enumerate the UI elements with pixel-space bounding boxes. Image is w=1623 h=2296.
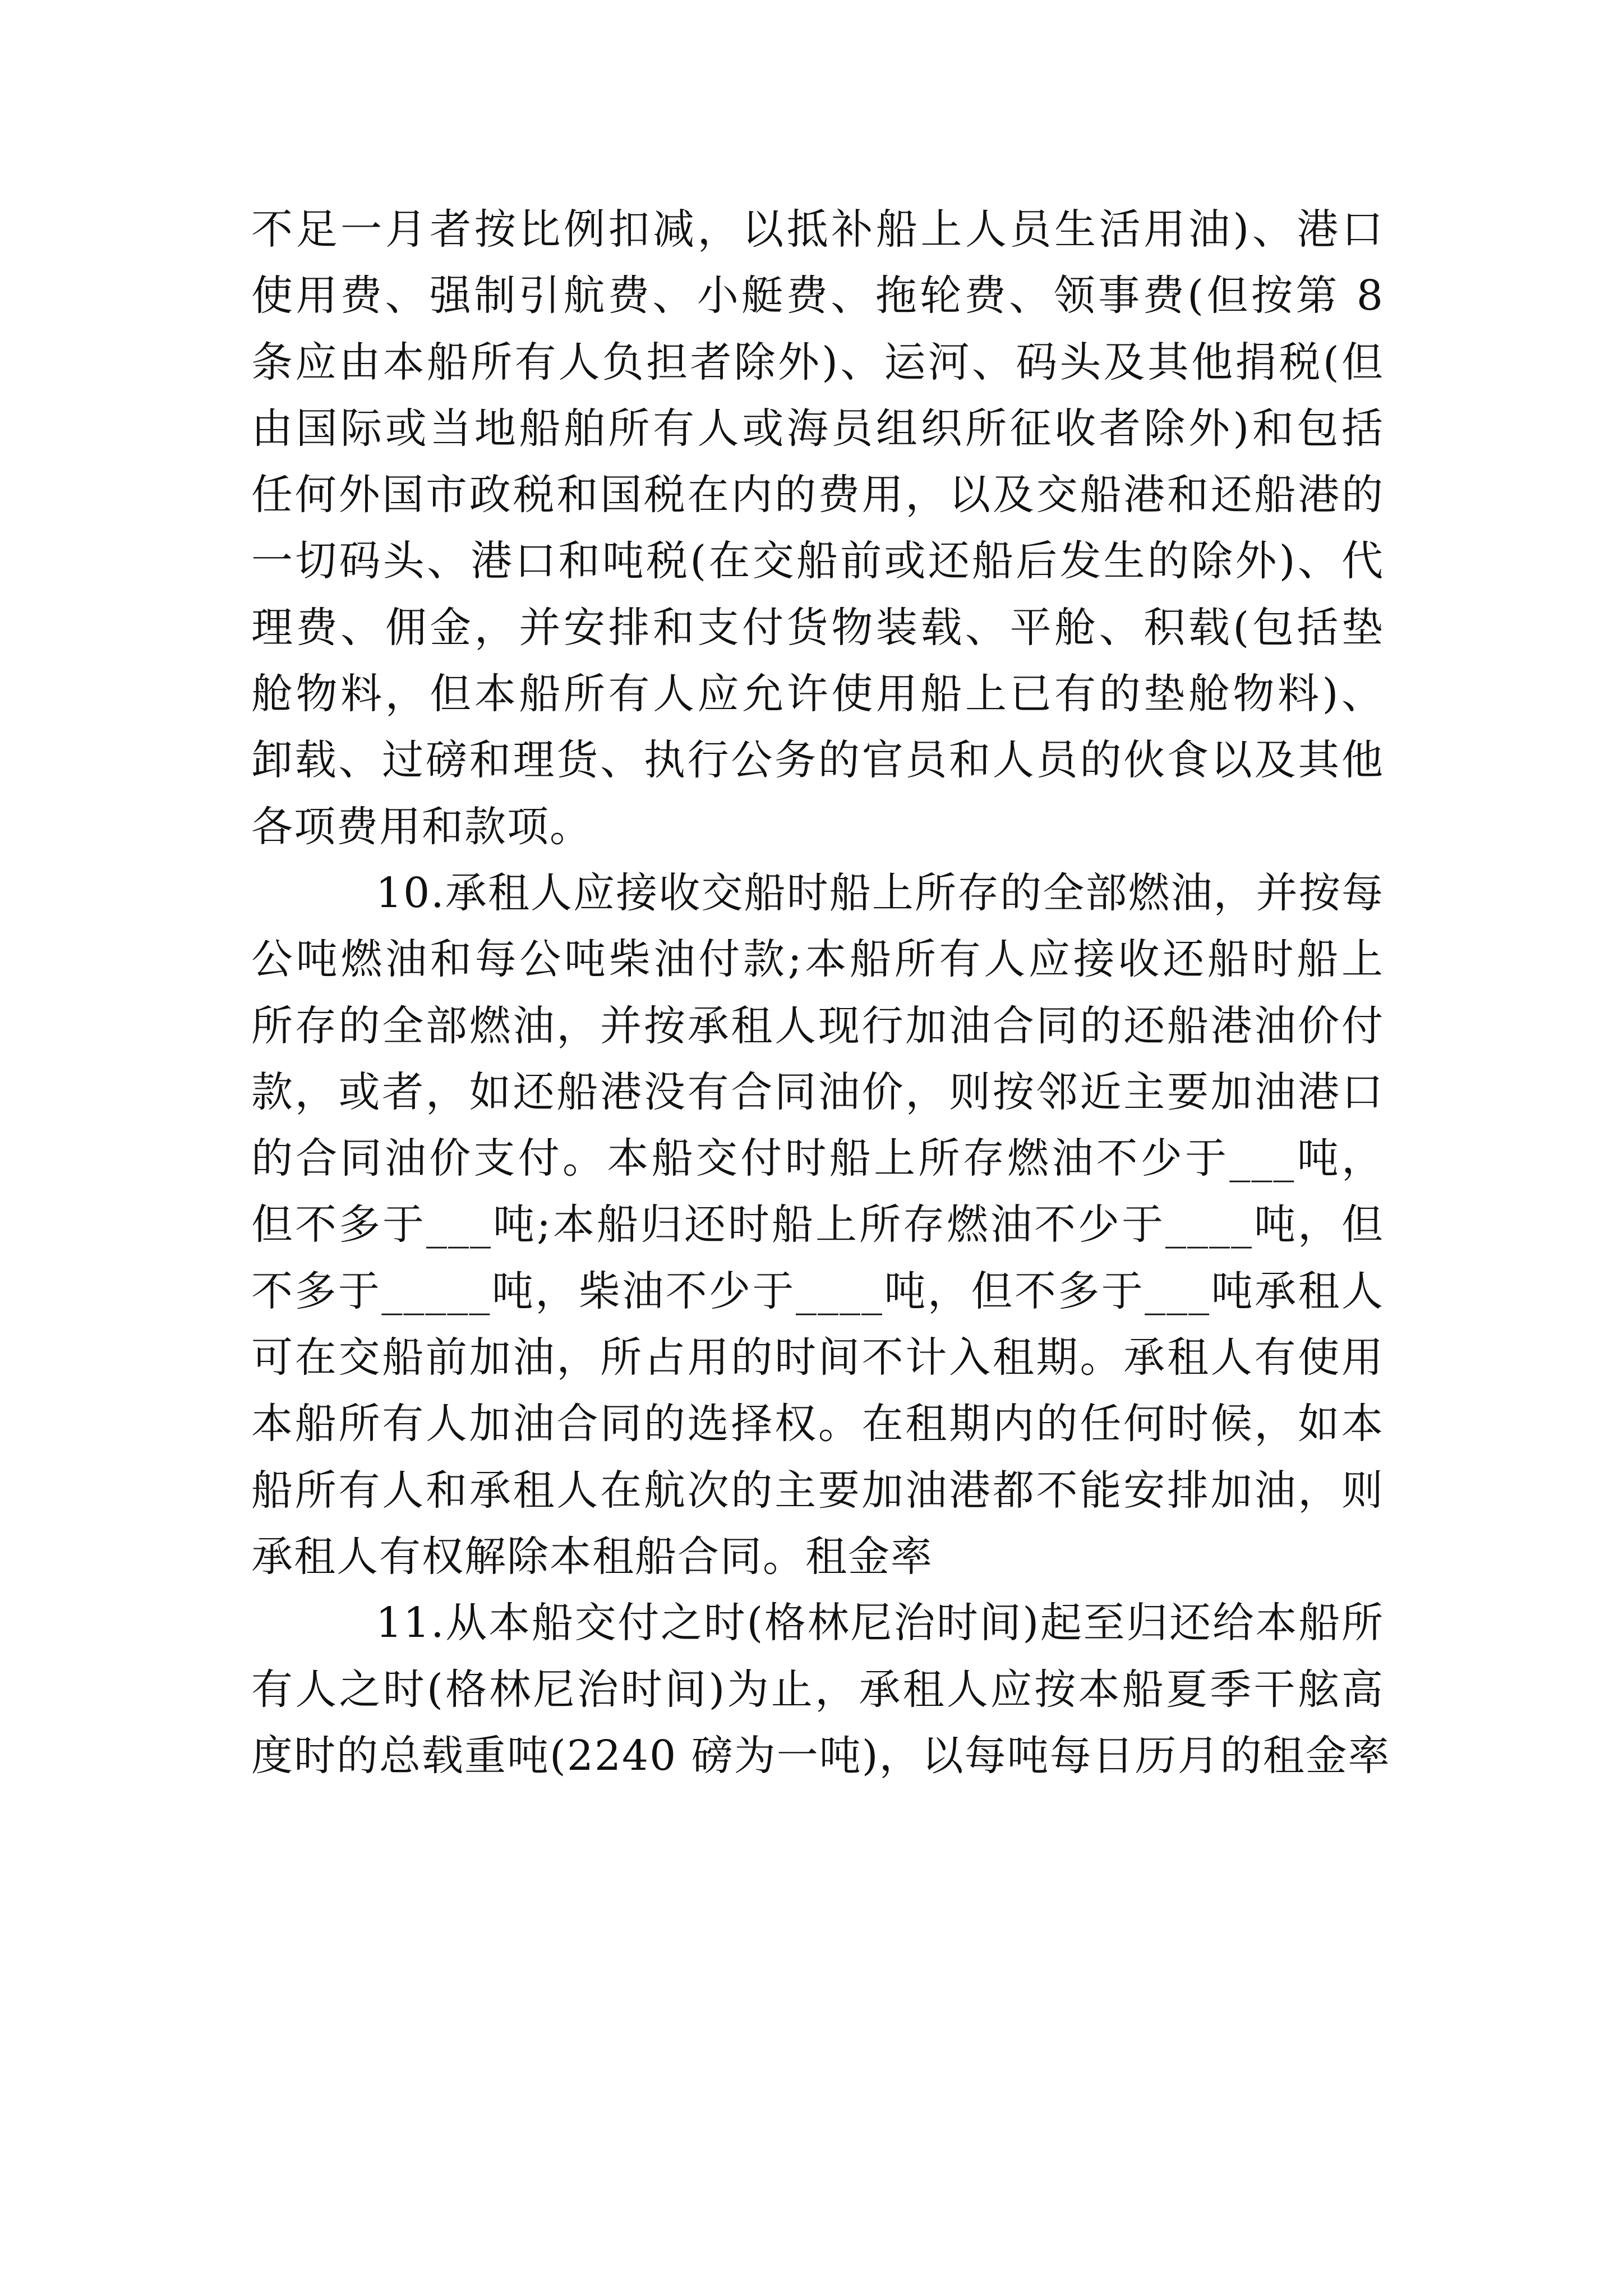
text-line: 本船所有人加油合同的选择权。在租期内的任何时候，如本 [251,1400,1384,1448]
text-line: 可在交船前加油，所占用的时间不计入租期。承租人有使用 [251,1333,1384,1382]
text-line: 所存的全部燃油，并按承租人现行加油合同的还船港油价付 [251,1001,1384,1050]
text-line: 11.从本船交付之时(格林尼治时间)起至归还给本船所 [376,1599,1384,1648]
text-line: 由国际或当地船舶所有人或海员组织所征收者除外)和包括 [251,404,1384,453]
text-line: 有人之时(格林尼治时间)为止，承租人应按本船夏季干舷高 [251,1665,1384,1714]
text-line: 不多于_____吨，柴油不少于____吨，但不多于___吨承租人 [251,1267,1384,1315]
text-line: 一切码头、港口和吨税(在交船前或还船后发生的除外)、代 [251,537,1384,586]
paragraph-11 [251,1590,1391,1789]
text-line: 款，或者，如还船港没有合同油价，则按邻近主要加油港口 [251,1068,1384,1116]
text-line: 各项费用和款项。 [251,802,592,851]
text-line: 任何外国市政税和国税在内的费用，以及交船港和还船港的 [251,471,1384,519]
text-line: 船所有人和承租人在航次的主要加油港都不能安排加油，则 [251,1466,1384,1515]
text-line: 不足一月者按比例扣减，以抵补船上人员生活用油)、港口 [251,205,1384,254]
text-line: 卸载、过磅和理货、执行公务的官员和人员的伙食以及其他 [251,736,1384,785]
text-line: 理费、佣金，并安排和支付货物装载、平舱、积载(包括垫 [251,603,1384,652]
text-line: 度时的总载重吨(2240 磅为一吨)，以每吨每日历月的租金率 [251,1731,1391,1780]
text-line: 公吨燃油和每公吨柴油付款;本船所有人应接收还船时船上 [251,935,1384,984]
paragraph-9-continuation [251,196,1384,860]
text-line: 的合同油价支付。本船交付时船上所存燃油不少于___吨， [251,1134,1384,1183]
text-line: 舱物料，但本船所有人应允许使用船上已有的垫舱物料)、 [251,670,1384,719]
text-line: 条应由本船所有人负担者除外)、运河、码头及其他捐税(但 [251,338,1384,386]
text-line: 但不多于___吨;本船归还时船上所存燃油不少于____吨，但 [251,1200,1384,1249]
text-line: 承租人有权解除本租船合同。租金率 [251,1532,933,1581]
text-line: 使用费、强制引航费、小艇费、拖轮费、领事费(但按第 8 [251,272,1384,320]
body-text [251,196,1391,1789]
paragraph-10 [251,860,1384,1590]
text-line: 10.承租人应接收交船时船上所存的全部燃油，并按每 [376,868,1384,917]
